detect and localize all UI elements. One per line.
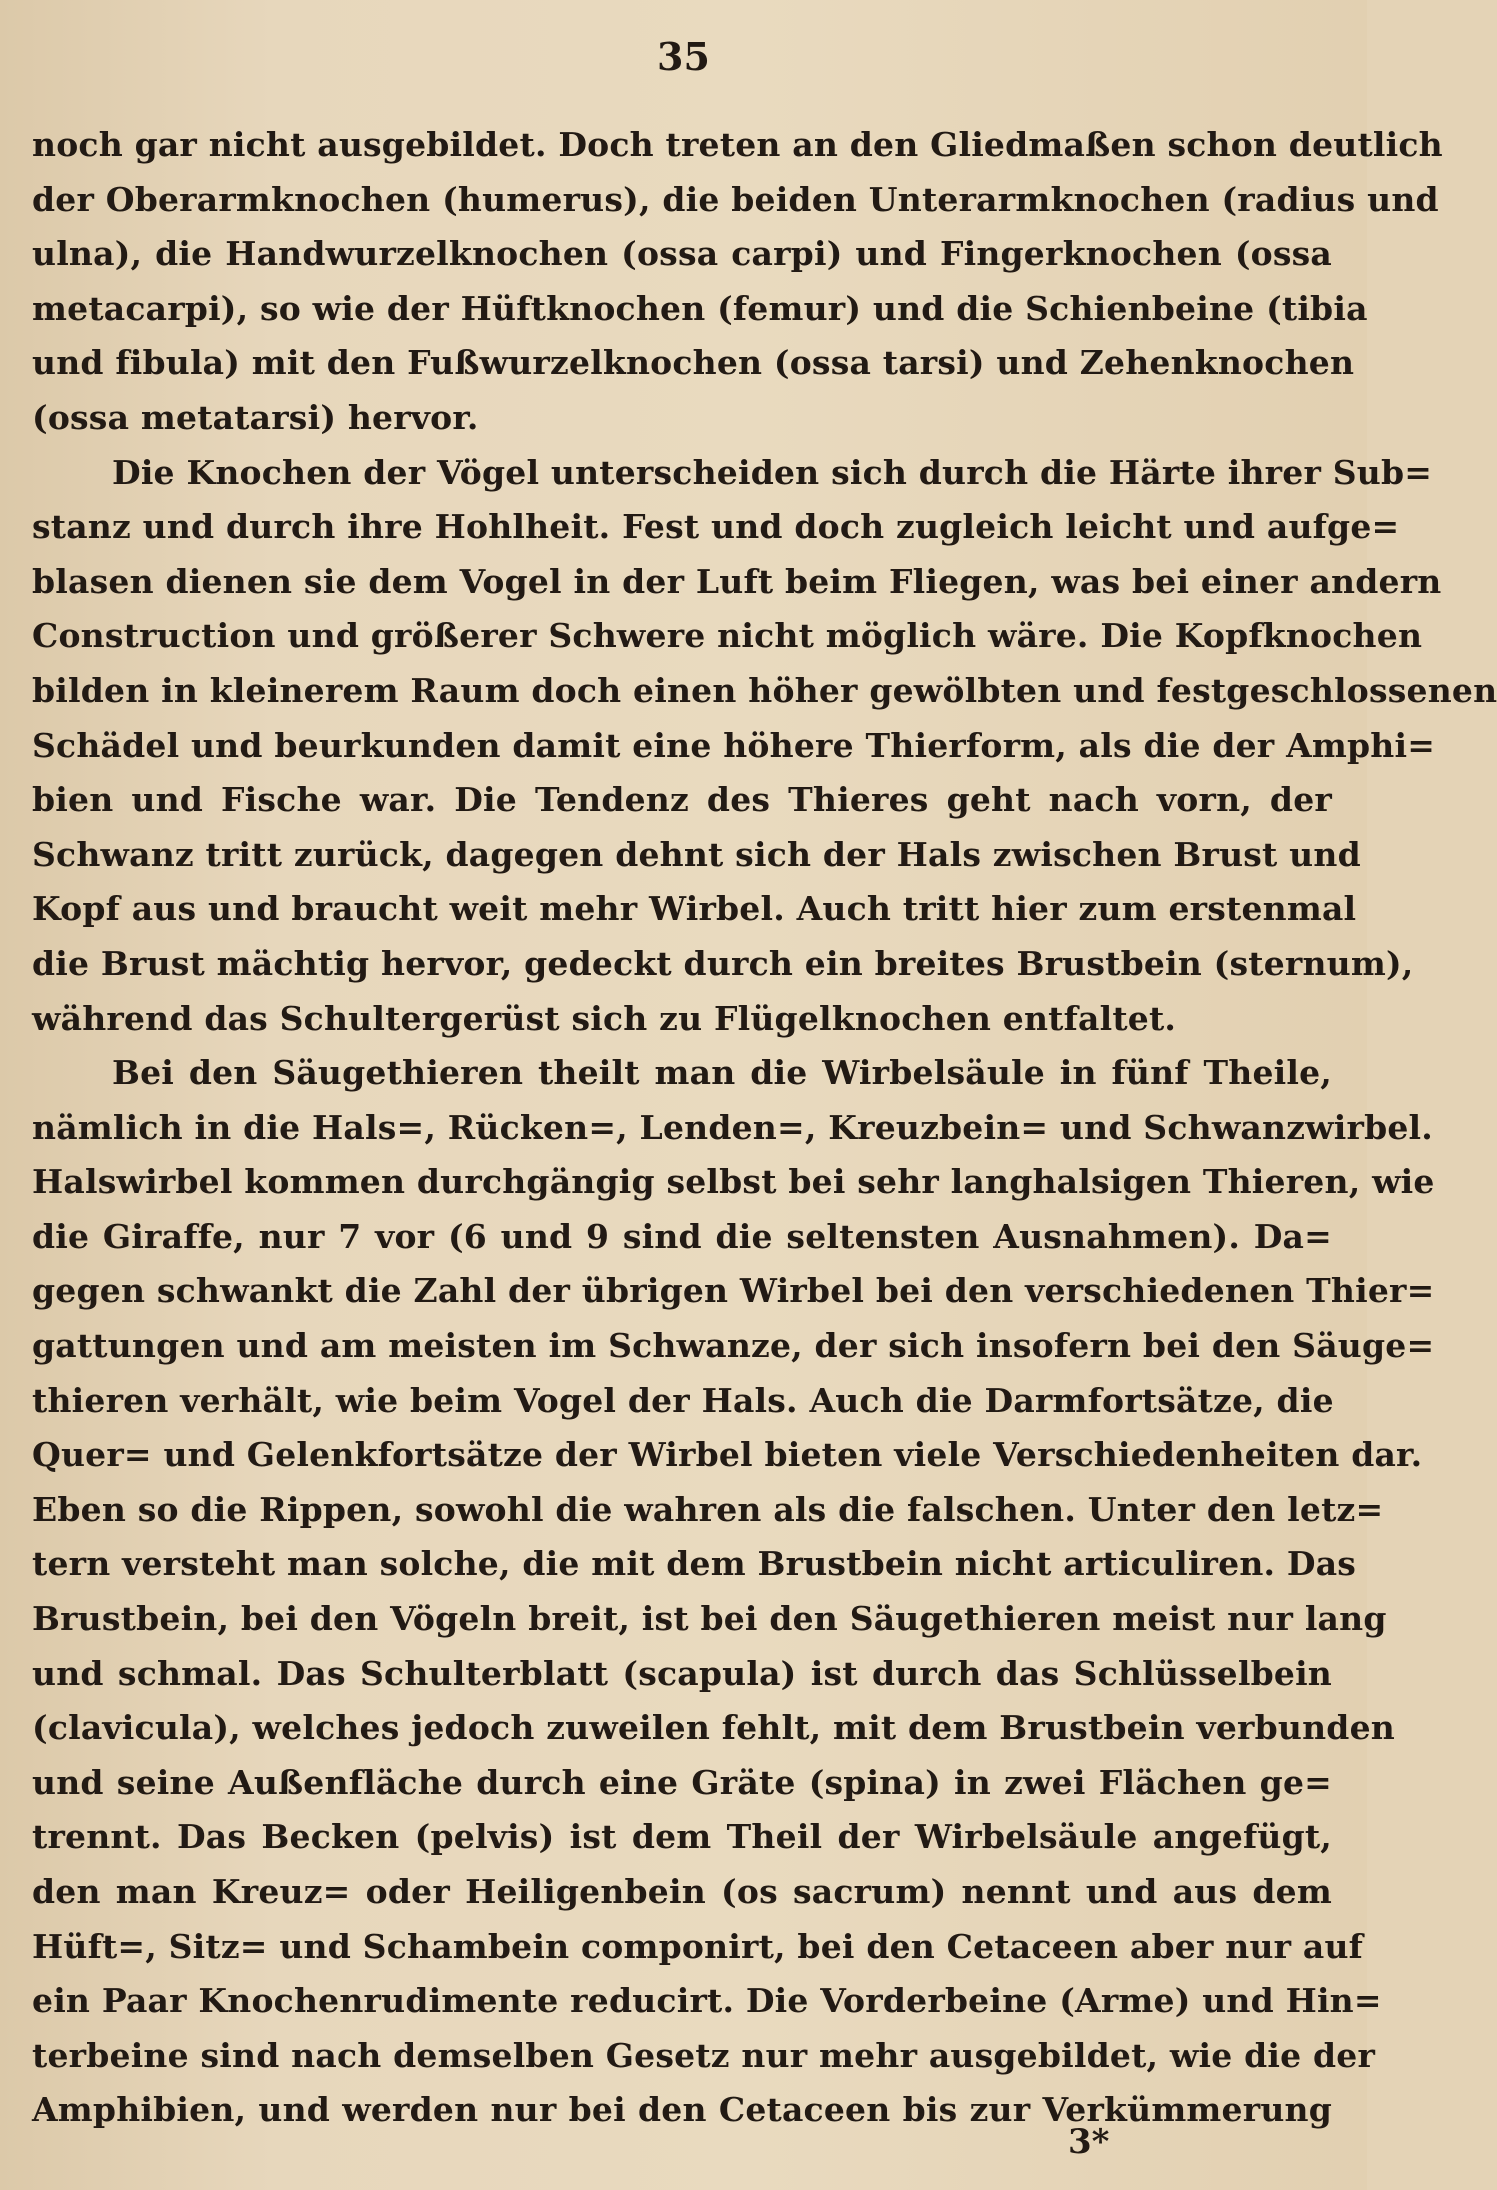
- text-line: und schmal. Das Schulterblatt (scapula) ist durch das Schlüsselbein: [32, 1653, 1332, 1693]
- text-line: gattungen und am meisten im Schwanze, der sich insofern bei den Säuge=: [32, 1326, 1435, 1366]
- text-line: und fibula) mit den Fußwurzelknochen (ossa tarsi) und Zehenknochen: [32, 343, 1355, 383]
- page-number: 35: [657, 34, 710, 79]
- paragraph-first-line: Bei den Säugethieren theilt man die Wirbelsäule in fünf Theile,: [112, 1053, 1332, 1093]
- text-line: thieren verhält, wie beim Vogel der Hals. Auch die Darmfortsätze, die: [32, 1380, 1334, 1420]
- text-line: (clavicula), welches jedoch zuweilen fehlt, mit dem Brustbein verbunden: [32, 1708, 1395, 1748]
- text-line: Kopf aus und braucht weit mehr Wirbel. Auch tritt hier zum erstenmal: [32, 889, 1357, 929]
- text-line: der Oberarmknochen (humerus), die beiden Unterarmknochen (radius und: [32, 179, 1439, 219]
- signature-mark: 3*: [1068, 2122, 1110, 2162]
- text-line: bilden in kleinerem Raum doch einen höher gewölbten und festgeschlossenen: [32, 670, 1497, 710]
- text-line: tern versteht man solche, die mit dem Brustbein nicht articuliren. Das: [32, 1544, 1357, 1584]
- text-line: noch gar nicht ausgebildet. Doch treten an den Gliedmaßen schon deutlich: [32, 125, 1443, 164]
- text-line: terbeine sind nach demselben Gesetz nur mehr ausgebildet, wie die der: [32, 2035, 1376, 2075]
- text-line: Construction und größerer Schwere nicht möglich wäre. Die Kopfknochen: [32, 616, 1423, 656]
- text-line: während das Schultergerüst sich zu Flügelknochen entfaltet.: [32, 998, 1177, 1038]
- text-line: die Brust mächtig hervor, gedeckt durch ein breites Brustbein (sternum),: [32, 943, 1414, 983]
- text-line: und seine Außenfläche durch eine Gräte (spina) in zwei Flächen ge=: [32, 1762, 1332, 1802]
- text-line: Quer= und Gelenkfortsätze der Wirbel bieten viele Verschiedenheiten dar.: [32, 1435, 1423, 1475]
- text-line: Schwanz tritt zurück, dagegen dehnt sich der Hals zwischen Brust und: [32, 834, 1361, 874]
- text-line: Amphibien, und werden nur bei den Cetaceen bis zur Verkümmerung: [32, 2090, 1332, 2130]
- text-line: Schädel und beurkunden damit eine höhere Thierform, als die der Amphi=: [32, 725, 1436, 765]
- text-line: bien und Fische war. Die Tendenz des Thieres geht nach vorn, der: [32, 780, 1332, 820]
- text-line: ein Paar Knochenrudimente reducirt. Die Vorderbeine (Arme) und Hin=: [32, 1981, 1382, 2021]
- text-line: Hüft=, Sitz= und Schambein componirt, bei den Cetaceen aber nur auf: [32, 1926, 1364, 1966]
- text-line: trennt. Das Becken (pelvis) ist dem Theil der Wirbelsäule angefügt,: [32, 1817, 1332, 1857]
- text-line: Halswirbel kommen durchgängig selbst bei sehr langhalsigen Thieren, wie: [32, 1162, 1435, 1202]
- text-line: ulna), die Handwurzelknochen (ossa carpi) und Fingerknochen (ossa: [32, 234, 1332, 274]
- text-line: metacarpi), so wie der Hüftknochen (femur) und die Schienbeine (tibia: [32, 288, 1368, 328]
- text-line: Eben so die Rippen, sowohl die wahren als die falschen. Unter den letz=: [32, 1489, 1384, 1529]
- text-line: nämlich in die Hals=, Rücken=, Lenden=, Kreuzbein= und Schwanzwirbel.: [32, 1107, 1433, 1147]
- text-line: (ossa metatarsi) hervor.: [32, 397, 479, 437]
- text-line: die Giraffe, nur 7 vor (6 und 9 sind die seltensten Ausnahmen). Da=: [32, 1216, 1332, 1256]
- text-body: [32, 118, 1497, 2138]
- text-line: blasen dienen sie dem Vogel in der Luft beim Fliegen, was bei einer andern: [32, 561, 1442, 601]
- text-line: gegen schwankt die Zahl der übrigen Wirbel bei den verschiedenen Thier=: [32, 1271, 1435, 1311]
- text-line: Brustbein, bei den Vögeln breit, ist bei den Säugethieren meist nur lang: [32, 1599, 1387, 1639]
- paragraph-first-line: Die Knochen der Vögel unterscheiden sich durch die Härte ihrer Sub=: [112, 452, 1433, 492]
- text-line: den man Kreuz= oder Heiligenbein (os sacrum) nennt und aus dem: [32, 1872, 1332, 1911]
- text-line: stanz und durch ihre Hohlheit. Fest und doch zugleich leicht und aufge=: [32, 507, 1400, 547]
